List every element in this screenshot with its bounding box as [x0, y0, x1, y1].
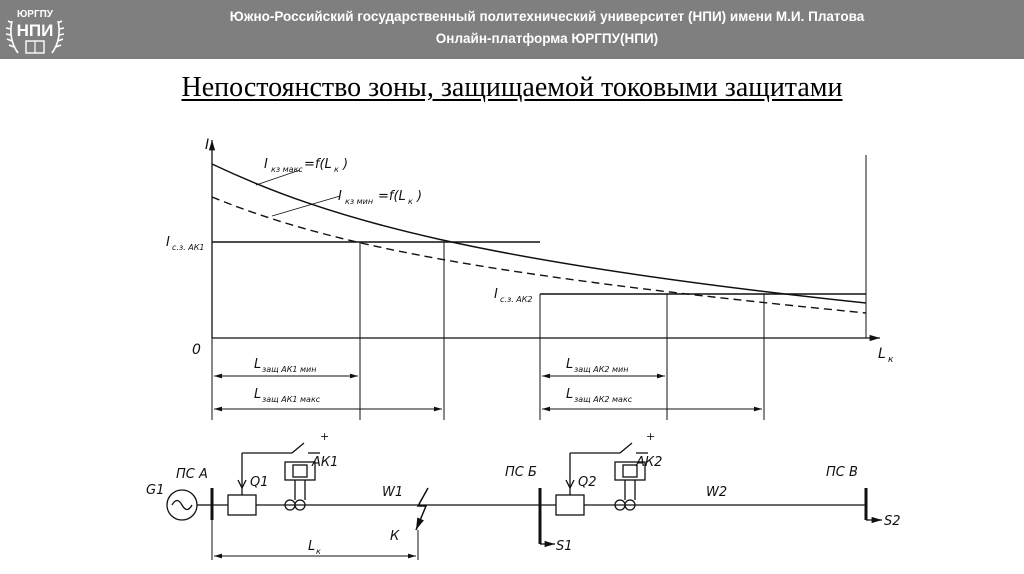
curve-max-tail: =f(L — [304, 157, 332, 172]
substation-b-label: ПС Б — [505, 465, 537, 480]
zone1-min-sub: защ АК1 мин — [262, 365, 317, 374]
curve-min-tail: =f(L — [378, 189, 406, 204]
curve-max-tail-sub: к — [334, 165, 339, 174]
relay-ak1-label: АК1 — [312, 455, 339, 470]
distance-lk-sub: к — [316, 547, 321, 556]
fault-label: К — [390, 529, 400, 544]
relay-ak2-label: АК2 — [636, 455, 663, 470]
line-w1-label: W1 — [382, 485, 404, 500]
zone2-min-sub: защ АК2 мин — [574, 365, 629, 374]
platform-name: Онлайн-платформа ЮРГПУ(НПИ) — [435, 31, 659, 46]
zone1-max-sub: защ АК1 макс — [262, 395, 321, 404]
logo-text-top: ЮРГПУ — [16, 9, 54, 20]
substation-c-label: ПС В — [826, 465, 858, 480]
curve-min-tail-sub: к — [408, 197, 413, 206]
generator-label: G1 — [146, 483, 165, 498]
relay2-polarity: + — [646, 430, 656, 443]
relay2-contact — [620, 443, 632, 453]
setting1-sub: с.з. АК1 — [172, 243, 205, 252]
curve-max-sub: кз макс — [271, 165, 303, 174]
curve-min — [212, 197, 866, 313]
curve-min-close: ) — [417, 189, 423, 204]
y-axis-label: I — [205, 137, 210, 153]
breaker-q2-label: Q2 — [578, 475, 597, 490]
setting1-label: I — [166, 235, 170, 250]
x-axis-label-sub: к — [888, 355, 894, 365]
slide-title: Непостоянство зоны, защищаемой токовыми защитами — [181, 72, 843, 103]
relay1-contact — [292, 443, 304, 453]
zone2-min-label: L — [566, 357, 574, 372]
curve-min-leader — [272, 196, 340, 216]
curve-max-label: I — [264, 157, 268, 172]
zone2-max-label: L — [566, 387, 574, 402]
university-name: Южно-Российский государственный политехнический университет (НПИ) имени М.И. Платова — [229, 9, 865, 24]
line-w2-label: W2 — [706, 485, 728, 500]
curve-min-sub: кз мин — [345, 197, 374, 206]
generator-wave — [172, 501, 192, 510]
load-s2-label: S2 — [884, 514, 901, 529]
setting2-sub: с.з. АК2 — [500, 295, 533, 304]
breaker-q1-icon — [228, 495, 256, 515]
curve-max-close: ) — [343, 157, 349, 172]
distance-lk-label: L — [308, 539, 316, 554]
current-graph — [212, 140, 880, 420]
x-axis-label: L — [878, 346, 886, 362]
logo-text-bottom: НПИ — [16, 21, 54, 40]
curve-min-label: I — [338, 189, 342, 204]
curve-max — [212, 164, 866, 303]
breaker-q2-icon — [556, 495, 584, 515]
load-s1-label: S1 — [556, 539, 573, 554]
origin-label: 0 — [192, 342, 201, 358]
fault-icon — [416, 488, 428, 530]
zone1-min-label: L — [254, 357, 262, 372]
relay1-polarity: + — [320, 430, 330, 443]
one-line-scheme — [167, 443, 882, 560]
zone2-max-sub: защ АК2 макс — [574, 395, 633, 404]
breaker-q1-label: Q1 — [250, 475, 269, 490]
setting2-label: I — [494, 287, 498, 302]
zone1-max-label: L — [254, 387, 262, 402]
substation-a-label: ПС А — [176, 467, 208, 482]
